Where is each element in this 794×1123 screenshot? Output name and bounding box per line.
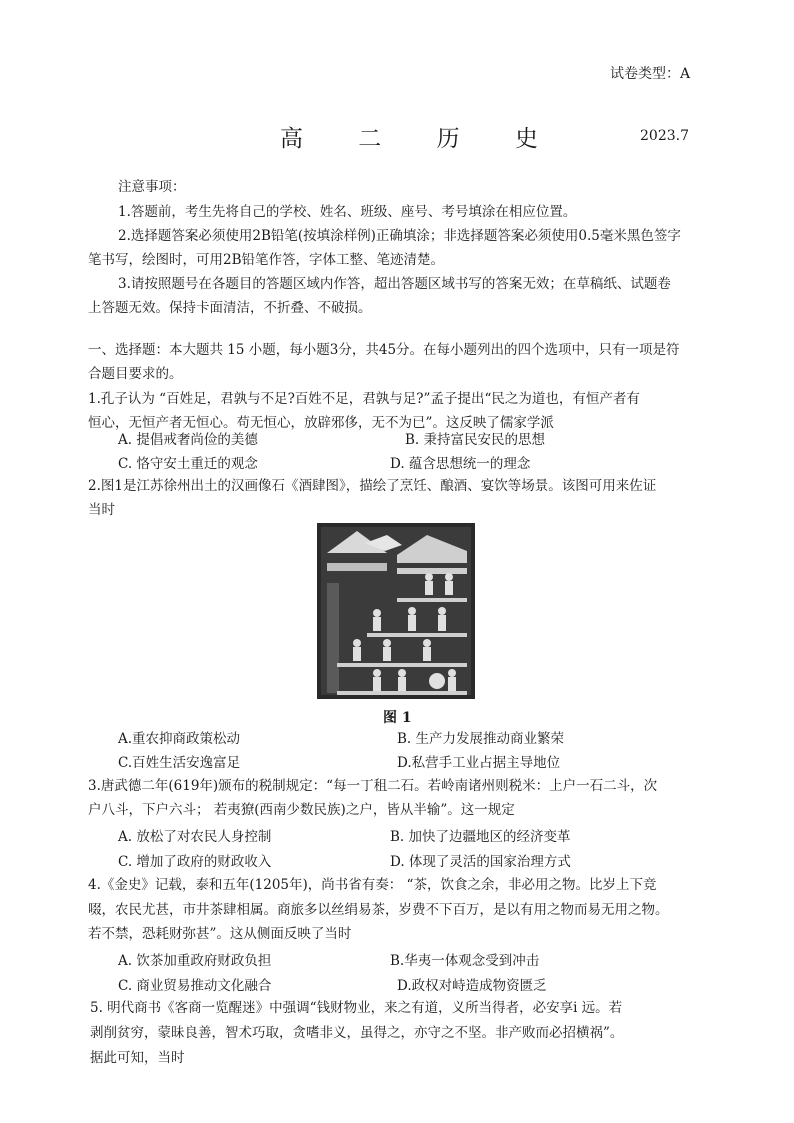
question-4-stem-line-2: 啜，农民尤甚，市井茶肆相属。商旅多以丝绢易茶，岁费不下百万，是以有用之物而易无用之物。 [88,902,669,918]
question-3-stem-line-2: 户八斗，下户六斗； 若夷獠(西南少数民族)之户，皆从半输”。这一规定 [88,802,515,818]
question-4-option-b: B.华夷一体观念受到冲击 [390,953,540,969]
question-3-option-b: B. 加快了边疆地区的经济变革 [390,829,571,845]
section-1-intro-line-2: 合题目要求的。 [88,366,183,382]
question-1-option-d: D. 蕴含思想统一的理念 [390,456,531,472]
question-4-option-a: A. 饮茶加重政府财政负担 [118,953,272,969]
figure-1-caption: 图 1 [383,710,412,726]
question-3-stem-line-1: 3.唐武德二年(619年)颁布的税制规定：“每一丁租二石。若岭南诸州则税米：上户一石二斗，次 [88,778,658,794]
question-3-option-d: D. 体现了灵活的国家治理方式 [390,854,571,870]
notice-item-3-line-1: 3.请按照题号在各题目的答题区域内作答，超出答题区域书写的答案无效；在草稿纸、试题卷 [118,276,671,292]
notice-item-1: 1.答题前，考生先将自己的学校、姓名、班级、座号、考号填涂在相应位置。 [118,204,577,220]
question-5-stem-line-1: 5. 明代商书《客商一览醒迷》中强调“钱财物业，来之有道，义所当得者，必安享i 远。若 [90,1000,623,1016]
question-1-option-b: B. 秉持富民安民的思想 [405,432,546,448]
question-2-stem-line-2: 当时 [88,502,115,518]
question-1-stem-line-2: 恒心，无恒产者无恒心。苟无恒心，放辟邪侈，无不为已”。这反映了儒家学派 [88,415,554,431]
section-1-intro-line-1: 一、选择题：本大题共 15 小题，每小题3分，共45分。在每小题列出的四个选项中，只有一项是符 [88,342,680,358]
question-5-stem-line-2: 剥削贫穷，蒙昧良善，智术巧取，贪嗜非义，虽得之，亦守之不坚。非产败而必招横祸”。 [90,1025,624,1041]
question-2-option-b: B. 生产力发展推动商业繁荣 [397,731,565,747]
question-2-option-d: D.私营手工业占据主导地位 [397,755,561,771]
question-4-stem-line-1: 4.《金史》记载，泰和五年(1205年)，尚书省有奏： “茶，饮食之余，非必用之物。比岁上下竞 [88,877,657,893]
question-4-stem-line-3: 若不禁，恐耗财弥甚”。这从侧面反映了当时 [88,926,352,942]
notice-heading: 注意事项： [118,179,186,195]
question-5-stem-line-3: 据此可知，当时 [90,1050,185,1066]
han-stone-relief-tavern-image [317,523,475,699]
page-title: 高 二 历 史 [280,126,562,152]
question-1-option-a: A. 提倡戒奢尚俭的美德 [118,432,258,448]
question-4-option-d: D.政权对峙造成物资匮乏 [397,978,547,994]
question-1-option-c: C. 恪守安土重迁的观念 [118,456,258,472]
notice-item-2-line-1: 2.选择题答案必须使用2B铅笔(按填涂样例)正确填涂；非选择题答案必须使用0.5毫米黑色签字 [118,228,681,244]
exam-type-label: 试卷类型：A [610,66,691,82]
question-1-stem-line-1: 1.孔子认为 “百姓足，君孰与不足?百姓不足，君孰与足?”孟子提出“民之为道也，有恒产者有 [88,391,640,407]
question-3-option-c: C. 增加了政府的财政收入 [118,854,272,870]
question-2-option-c: C.百姓生活安逸富足 [118,755,241,771]
exam-date: 2023.7 [640,128,689,144]
notice-item-2-line-2: 笔书写，绘图时，可用2B铅笔作答，字体工整、笔迹清楚。 [88,252,445,268]
question-2-option-a: A.重农抑商政策松动 [118,731,241,747]
question-4-option-c: C. 商业贸易推动文化融合 [118,978,272,994]
question-3-option-a: A. 放松了对农民人身控制 [118,829,272,845]
notice-item-3-line-2: 上答题无效。保持卡面清洁，不折叠、不破损。 [88,300,372,316]
question-2-stem-line-1: 2.图1是江苏徐州出土的汉画像石《酒肆图》，描绘了烹饪、酿酒、宴饮等场景。该图可用来佐证 [88,478,657,494]
